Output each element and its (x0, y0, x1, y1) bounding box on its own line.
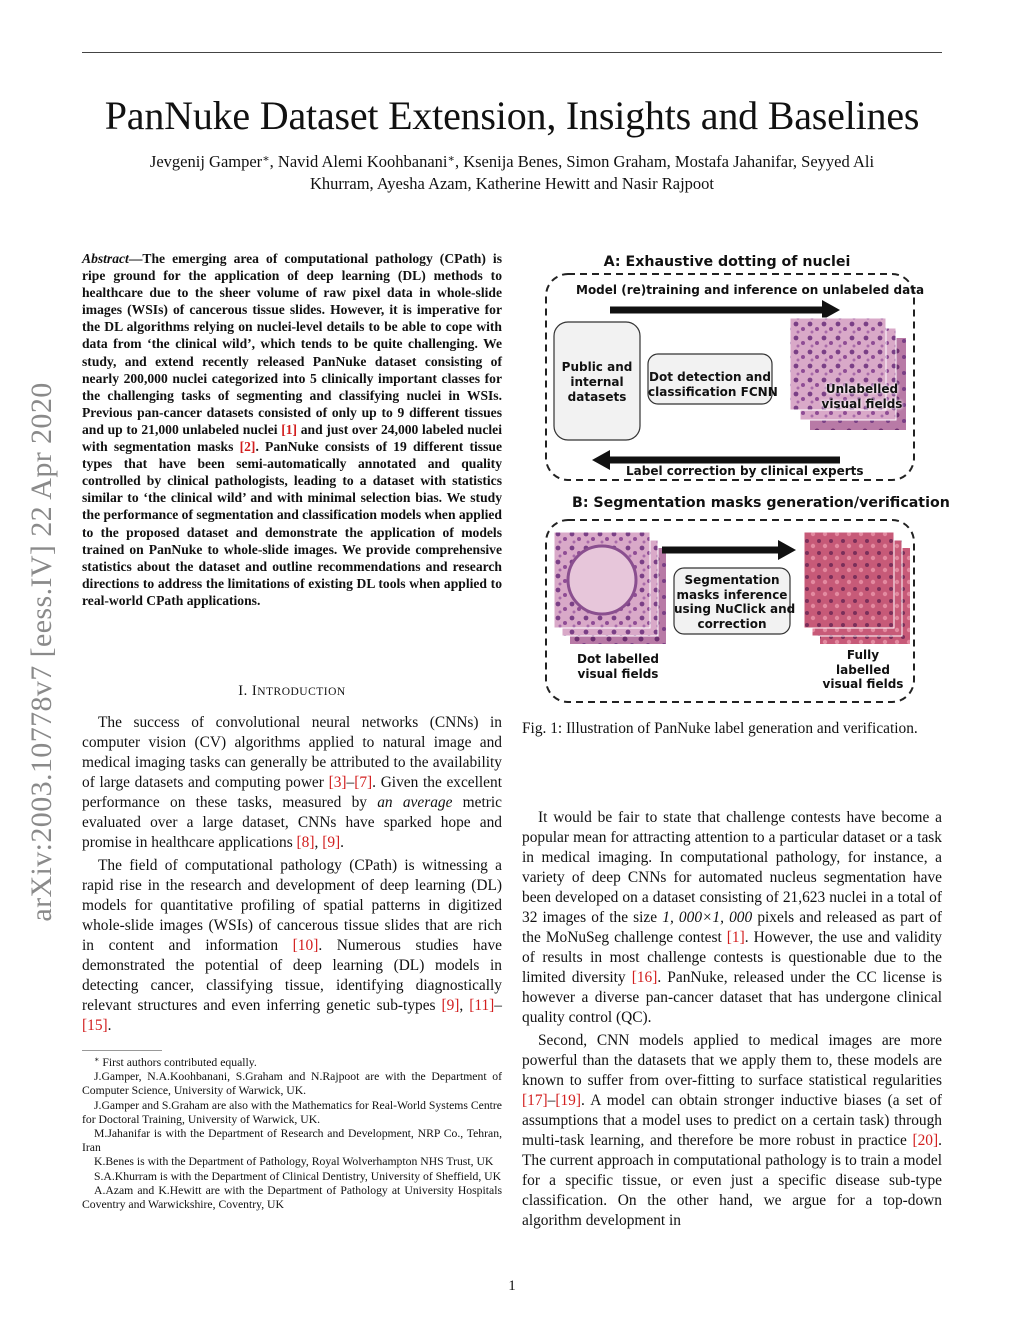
footnote: M.Jahanifar is with the Department of Research and Development, NRP Co., Tehran, Iran (82, 1127, 502, 1155)
abstract-dash: — (128, 251, 143, 266)
abstract-text: . PanNuke consists of 19 different tissue types that have been semi-automatically annotated and quality controlled by clinical pathologists, leading to a dataset with statistics similar to ‘the clinical wild’ and with minimal selection bias. We study the performance of segmentation and classification models when applied to the proposed dataset and demonstrate the application of models trained on PanNuke to whole-slide images. We provide comprehensive statistics about the dataset and outline recommendations and research directions to address the limitations of existing DL tools when applied to real-world CPath applications. (82, 439, 502, 608)
paper-title: PanNuke Dataset Extension, Insights and Baselines (104, 93, 920, 138)
page-number: 1 (508, 1278, 516, 1294)
top-rule (82, 52, 942, 53)
abstract-text: and just over 24,000 labeled nuclei with segmentation masks (82, 421, 502, 455)
author-list (82, 151, 942, 195)
citation-link[interactable]: [15] (82, 1017, 108, 1034)
arrow-head (592, 450, 610, 470)
footnote: A.Azam and K.Hewitt are with the Department of Pathology at University Hospitals Coventry and Warwickshire, Coventry, UK (82, 1183, 502, 1212)
citation-link[interactable]: [7] (354, 774, 373, 791)
unlabelled-fields-label: Unlabelled visual fields (821, 382, 903, 411)
citation-link[interactable]: [3] (328, 774, 347, 791)
citation-link[interactable]: [9] (322, 834, 341, 851)
abstract-text: The emerging area of computational pathology (CPath) is ripe ground for the application of deep learning (DL) methods to healthcare due to the sheer volume of raw pixel data in whole-slide images (WSIs) of cancerous tissue slides. However, it is imperative for the DL algorithms relying on nuclei-level details to be able to cope with data from ‘the clinical wild’, which tends to be quite challenging. We study, and extend recently released PanNuke dataset consisting of nearly 200,000 nuclei categorized into 5 clinically important classes for the challenging tasks of segmenting and classifying nuclei in WSIs. Previous pan-cancer datasets consisted of only up to 9 different tissues and up to 21,000 unlabeled nuclei (82, 251, 502, 437)
dot-labelled-label: Dot labelled visual fields (576, 652, 659, 681)
panel-a-title: A: Exhaustive dotting of nuclei (603, 254, 851, 270)
arxiv-watermark: arXiv:2003.10778v7 [eess.IV] 22 Apr 2020 (25, 382, 58, 922)
model-retraining-label: Model (re)training and inference on unlabeled data (576, 283, 925, 297)
arrow-head (822, 300, 840, 320)
citation-link[interactable]: [2] (239, 439, 256, 455)
citation-link[interactable]: [1] (726, 929, 745, 946)
emphasis: an average (377, 794, 453, 811)
segmentation-label: Segmentation masks inference using NuClick and correction (674, 573, 796, 631)
citation-link[interactable]: [8] (296, 834, 315, 851)
arrow-head (778, 540, 796, 560)
section-numeral: I. (238, 683, 252, 699)
footnote: S.A.Khurram is with the Department of Clinical Dentistry, University of Sheffield, UK (94, 1169, 502, 1183)
panel-b-title: B: Segmentation masks generation/verification (572, 495, 950, 511)
fully-labelled-label: Fully labelled visual fields (822, 648, 904, 691)
footnotes (82, 1056, 502, 1212)
author-name: , Navid Alemi Koohbanani (269, 152, 448, 171)
public-datasets-label: Public and internal datasets (561, 360, 633, 404)
paragraph: The field of computational pathology (CPath) is witnessing a rapid rise in the research and development of deep learning (DL) models for quantitative profiling of spatial patterns in digitized whole-slide images (WSIs) of cancerous tissue slides that are rich in content and information [10]. Numerous studies have demonstrated the potential of deep learning (DL) models in detecting cancer, classifying tissue, identifying diagnostically relevant structures and even inferring genetic sub-types [9], [11]–[15]. (82, 857, 502, 1034)
right-column-body (522, 808, 942, 1234)
figure-1-diagram (540, 250, 942, 710)
author-names: , Ksenija Benes, Simon Graham, Mostafa Jahanifar, Seyyed Ali (454, 152, 875, 171)
label-correction-label: Label correction by clinical experts (626, 464, 864, 478)
footnote: J.Gamper, N.A.Koohbanani, S.Graham and N.Rajpoot are with the Department of Computer Science, University of Warwick, UK. (82, 1070, 502, 1098)
author-name: Jevgenij Gamper (149, 152, 263, 171)
figure-caption: Fig. 1: Illustration of PanNuke label generation and verification. (522, 720, 918, 737)
paragraph: The success of convolutional neural networks (CNNs) in computer vision (CV) algorithms applied to natural image and medical imaging tasks can generally be attributed to the availability of large datasets and computing power [3]–[7]. Given the excellent performance on these tasks, measured by an average metric evaluated over a large dataset, CNNs have sparked hope and promise in healthcare applications [8], [9]. (82, 714, 502, 851)
citation-link[interactable]: [16] (631, 969, 658, 986)
footnote: J.Gamper and S.Graham are also with the Mathematics for Real-World Systems Centre for Doctoral Training, University of Warwick, UK. (82, 1098, 502, 1126)
math-expression: 1, 000×1, 000 (662, 909, 753, 926)
section-title-rest: NTRODUCTION (257, 686, 346, 698)
section-initial: I (251, 683, 258, 699)
figure-1 (540, 250, 950, 710)
citation-link[interactable]: [10] (292, 937, 319, 954)
citation-link[interactable]: [19] (555, 1092, 582, 1109)
dot-detection-label: Dot detection and classification FCNN (648, 370, 778, 399)
paragraph: It would be fair to state that challenge contests have become a popular mean for attracting attention to a particular dataset or a task in medical imaging. In computational pathology, for instance, a variety of deep CNNs for automated nucleus segmentation have been developed on a dataset consisting of 21,623 nuclei in a total of 32 images of the size 1, 000×1, 000 pixels and released as part of the MoNuSeg challenge contest [1]. However, the use and validity of results in most challenge contests is questionable due to the limited diversity [16]. PanNuke, released under the CC license is however a diverse pan-cancer dataset that has undergone clinical quality control (QC). (522, 809, 942, 1026)
abstract (82, 250, 502, 609)
citation-link[interactable]: [17] (522, 1092, 548, 1109)
citation-link[interactable]: [11] (469, 997, 495, 1014)
citation-link[interactable]: [9] (441, 997, 460, 1014)
section-heading-introduction (82, 683, 502, 700)
author-names: Khurram, Ayesha Azam, Katherine Hewitt and Nasir Rajpoot (309, 174, 714, 193)
footnote: K.Benes is with the Department of Pathology, Royal Wolverhampton NHS Trust, UK (94, 1155, 494, 1169)
tissue-image (804, 532, 894, 628)
tissue-gland (568, 546, 636, 614)
equal-contribution-mark: ∗ (262, 153, 270, 165)
abstract-label: Abstract (82, 251, 129, 266)
footnote-rule (82, 1050, 162, 1051)
citation-link[interactable]: [20] (912, 1132, 939, 1149)
equal-contribution-mark: ∗ (447, 153, 455, 165)
introduction-body (82, 713, 502, 1039)
footnote: ∗ First authors contributed equally. (94, 1055, 257, 1069)
citation-link[interactable]: [1] (281, 421, 298, 437)
paragraph: Second, CNN models applied to medical images are more powerful than the datasets that we apply them to, these models are known to suffer from over-fitting to surface statistical regularities [17]–[19]. A model can obtain stronger inductive biases (a set of assumptions that a model uses to predict on a certain task) through multi-task learning, and therefore be more robust in practice [20]. The current approach in computational pathology is to train a model for a specific tissue, or even just a specific disease sub-type classification. On the other hand, we argue for a top-down algorithm development in (522, 1032, 942, 1229)
